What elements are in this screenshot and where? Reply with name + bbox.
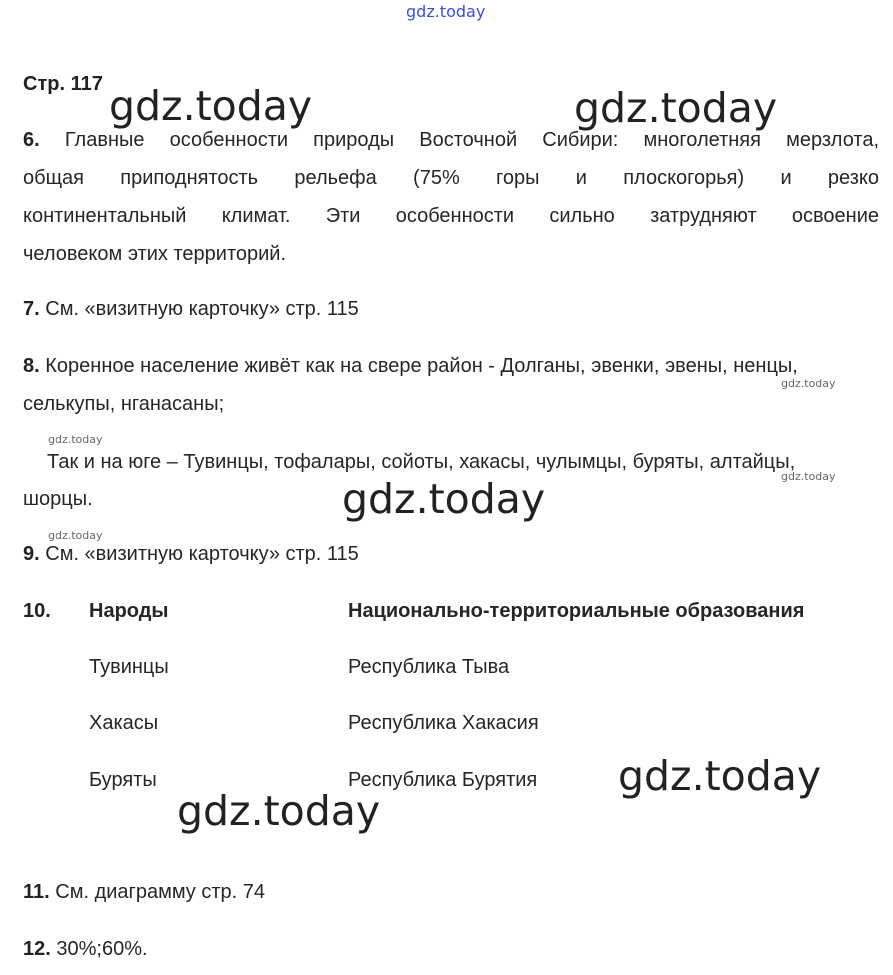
q6-text-1: Главные особенности природы Восточной Сибири: многолетняя мерзлота,	[64, 129, 880, 151]
q6-number: 6.	[23, 129, 40, 151]
watermark-small-3: gdz.today	[781, 470, 836, 483]
q11-text: См. диаграмму стр. 74	[55, 881, 266, 903]
q10-header-peoples: Народы	[89, 600, 169, 622]
q12-line	[23, 937, 148, 961]
q9-text: См. «визитную карточку» стр. 115	[45, 543, 359, 565]
q7-text: См. «визитную карточку» стр. 115	[45, 298, 359, 320]
top-watermark: gdz.today	[406, 2, 486, 21]
q8-line-4: шорцы.	[23, 488, 93, 510]
q11-line	[23, 880, 265, 904]
q8-number: 8.	[23, 355, 40, 377]
q12-number: 12.	[23, 938, 51, 960]
q7-line	[23, 297, 359, 321]
q8-text-1: Коренное население живёт как на свере район - Долганы, эвенки, эвены, ненцы,	[45, 355, 798, 377]
q8-line-2: селькупы, нганасаны;	[23, 393, 225, 415]
watermark-big-3: gdz.today	[342, 475, 546, 523]
q6-line-4: человеком этих территорий.	[23, 243, 287, 265]
page-header: Стр. 117	[23, 73, 103, 95]
watermark-big-1: gdz.today	[109, 82, 313, 130]
watermark-small-4: gdz.today	[48, 529, 103, 542]
q10-row-1-formation: Республика Тыва	[348, 656, 510, 678]
q8-line-1	[23, 354, 798, 378]
q10-header-formations: Национально-территориальные образования	[348, 600, 805, 622]
q10-row-1-people: Тувинцы	[89, 656, 169, 678]
q10-row-3-people: Буряты	[89, 769, 157, 791]
watermark-small-1: gdz.today	[781, 377, 836, 390]
q6-line-2: общая приподнятость рельефа (75% горы и плоскогорья) и резко	[23, 167, 879, 189]
watermark-small-2: gdz.today	[48, 433, 103, 446]
q10-row-2-people: Хакасы	[89, 712, 159, 734]
q6-line-3: континентальный климат. Эти особенности сильно затрудняют освоение	[23, 205, 879, 227]
q9-number: 9.	[23, 543, 40, 565]
q12-text: 30%;60%.	[56, 938, 148, 960]
q8-line-3: Так и на юге – Тувинцы, тофалары, сойоты, хакасы, чулымцы, буряты, алтайцы,	[47, 451, 796, 473]
watermark-big-2: gdz.today	[574, 84, 778, 132]
q10-number: 10.	[23, 600, 51, 622]
q6-line-1	[23, 128, 879, 152]
q7-number: 7.	[23, 298, 40, 320]
watermark-big-5: gdz.today	[177, 787, 381, 835]
q10-row-2-formation: Республика Хакасия	[348, 712, 539, 734]
watermark-big-4: gdz.today	[618, 752, 822, 800]
q10-row-3-formation: Республика Бурятия	[348, 769, 538, 791]
q9-line	[23, 542, 359, 566]
q11-number: 11.	[23, 881, 50, 903]
